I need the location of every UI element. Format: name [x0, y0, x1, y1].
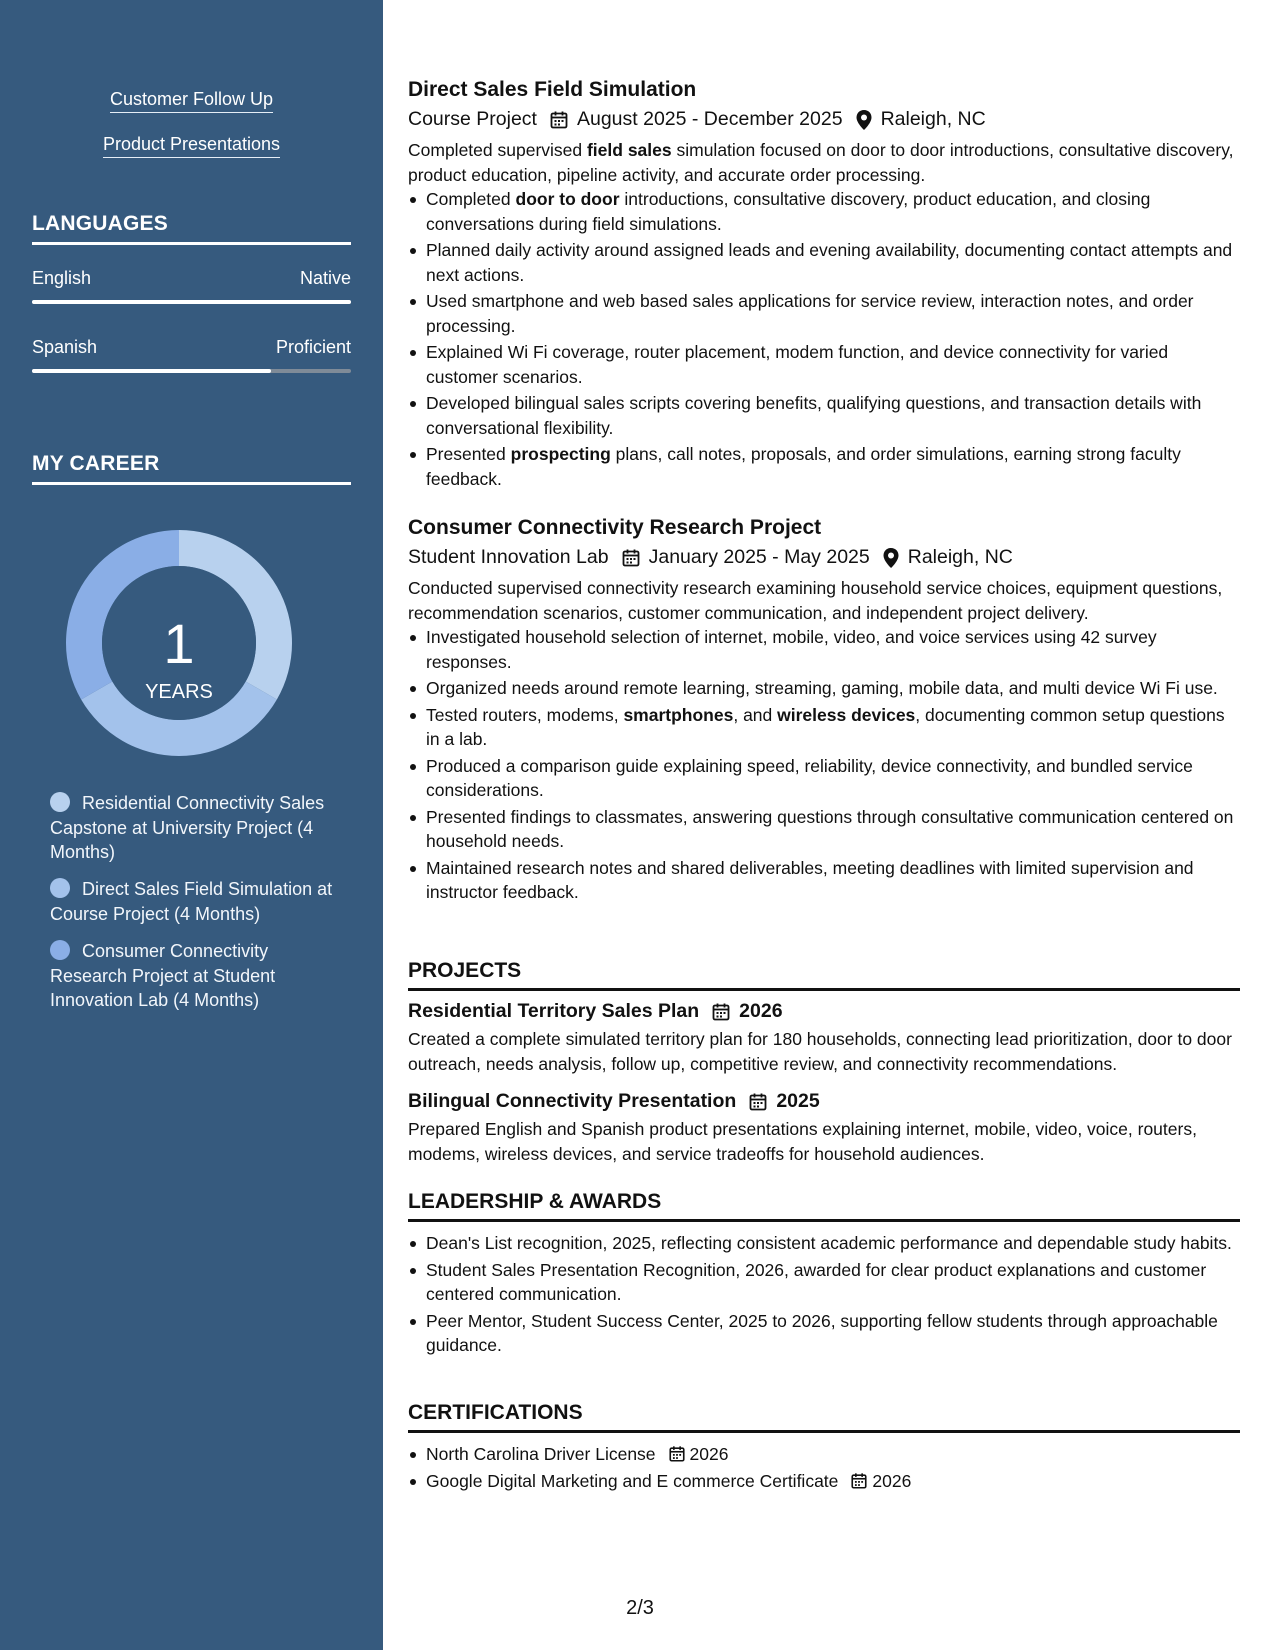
- language-proficiency-bar: [32, 300, 351, 304]
- entry-dates: August 2025 - December 2025: [576, 108, 843, 130]
- certifications-list: [408, 1442, 1240, 1493]
- calendar-icon: [668, 1445, 686, 1463]
- entry-location: Raleigh, NC: [907, 546, 1013, 568]
- entry-summary: Completed supervised field sales simulation focused on door to door introductions, consultative discovery, product education, pipeline activity, and accurate order processing.: [408, 140, 1234, 185]
- career-heading: MY CAREER: [32, 452, 351, 485]
- bullet-item: Developed bilingual sales scripts covering benefits, qualifying questions, and transaction details with conversational flexibility.: [408, 391, 1240, 440]
- bullet-item: Completed door to door introductions, consultative discovery, product education, and closing conversations during field simulations.: [408, 187, 1240, 236]
- bullet-item: Investigated household selection of internet, mobile, video, and voice services using 42 survey responses.: [408, 625, 1240, 674]
- career-dot-icon: [50, 792, 70, 812]
- project-title: Residential Territory Sales Plan 2026: [408, 1000, 783, 1022]
- bullet-item: Student Sales Presentation Recognition, 2026, awarded for clear product explanations and customer centered communication.: [408, 1258, 1240, 1307]
- project-year: 2025: [776, 1090, 820, 1112]
- career-dot-icon: [50, 878, 70, 898]
- entry-location: Raleigh, NC: [880, 108, 986, 130]
- language-level: Native: [299, 268, 351, 288]
- awards-list: [408, 1231, 1240, 1358]
- career-item: Direct Sales Field Simulation at Course Project (4 Months): [50, 879, 333, 924]
- bullet-item: Peer Mentor, Student Success Center, 2025 to 2026, supporting fellow students through approachable guidance.: [408, 1309, 1240, 1358]
- experience-entry: [408, 516, 1240, 907]
- map-pin-icon: [882, 547, 900, 569]
- bullet-item: Presented findings to classmates, answering questions through consultative communication centered on household needs.: [408, 805, 1240, 854]
- entry-bullets: [408, 187, 1240, 491]
- bullet-item: Organized needs around remote learning, streaming, gaming, mobile data, and multi device Wi Fi use.: [408, 676, 1240, 701]
- section-heading: PROJECTS: [408, 959, 1240, 991]
- bullet-item: Planned daily activity around assigned leads and evening availability, documenting contact attempts and next actions.: [408, 238, 1240, 287]
- entry-org: Student Innovation Lab: [408, 546, 609, 568]
- cert-name: Google Digital Marketing and E commerce Certificate: [426, 1470, 839, 1491]
- career-item: Consumer Connectivity Research Project at Student Innovation Lab (4 Months): [50, 941, 276, 1010]
- project-year: 2026: [739, 1000, 783, 1022]
- language-proficiency-fill: [32, 369, 271, 373]
- language-name: Spanish: [32, 337, 98, 357]
- sidebar: [0, 0, 383, 1650]
- bullet-item: Maintained research notes and shared deliverables, meeting deadlines with limited supervision and instructor feedback.: [408, 856, 1240, 905]
- calendar-icon: [711, 1002, 731, 1022]
- bullet-item: Explained Wi Fi coverage, router placement, modem function, and device connectivity for varied customer scenarios.: [408, 340, 1240, 389]
- certifications-section: [408, 1401, 1240, 1495]
- bullet-item: Dean's List recognition, 2025, reflecting consistent academic performance and dependable study habits.: [408, 1231, 1240, 1256]
- cert-year: 2026: [872, 1470, 912, 1491]
- entry-org: Course Project: [408, 108, 537, 130]
- entry-title: Direct Sales Field Simulation: [408, 78, 697, 101]
- languages-heading: LANGUAGES: [32, 212, 351, 245]
- calendar-icon: [748, 1092, 768, 1112]
- calendar-icon: [621, 548, 641, 568]
- language-level: Proficient: [275, 337, 351, 357]
- language-proficiency-bar: [32, 369, 351, 373]
- cert-name: North Carolina Driver License: [426, 1444, 656, 1464]
- section-heading: LEADERSHIP & AWARDS: [408, 1190, 1240, 1222]
- experience-entry: [408, 78, 1240, 493]
- language-row: [32, 268, 351, 289]
- entry-title: Consumer Connectivity Research Project: [408, 516, 822, 539]
- language-row: [32, 337, 351, 358]
- bullet-item: [408, 1442, 1240, 1467]
- calendar-icon: [850, 1472, 868, 1490]
- project-desc: Prepared English and Spanish product presentations explaining internet, mobile, video, voice, routers, modems, wireless devices, and service tradeoffs for household audiences.: [408, 1119, 1197, 1164]
- entry-bullets: [408, 625, 1240, 905]
- skill-item: Customer Follow Up: [0, 89, 383, 113]
- entry-dates: January 2025 - May 2025: [648, 546, 870, 568]
- career-dot-icon: [50, 940, 70, 960]
- entry-summary: Conducted supervised connectivity research examining household service choices, equipment questions, recommendation scenarios, customer communication, and independent project delivery.: [408, 578, 1223, 623]
- bullet-item: Used smartphone and web based sales applications for service review, interaction notes, and order processing.: [408, 289, 1240, 338]
- cert-year: 2026: [689, 1444, 729, 1464]
- language-name: English: [32, 268, 92, 288]
- bullet-item: Presented prospecting plans, call notes, proposals, and order simulations, earning strong faculty feedback.: [408, 442, 1240, 491]
- career-total-value: 1: [163, 612, 195, 675]
- awards-section: [408, 1190, 1240, 1360]
- bullet-item: [408, 1469, 1240, 1494]
- career-donut-chart: [66, 530, 292, 756]
- entry-meta: [408, 108, 1240, 131]
- map-pin-icon: [855, 109, 873, 131]
- career-item: Residential Connectivity Sales Capstone at University Project (4 Months): [50, 793, 325, 862]
- project-desc: Created a complete simulated territory plan for 180 households, connecting lead prioritization, door to door outreach, needs analysis, follow up, competitive review, and connectivity recommendations.: [408, 1029, 1232, 1074]
- language-proficiency-fill: [32, 300, 351, 304]
- projects-section: [408, 959, 1240, 1166]
- entry-meta: [408, 546, 1240, 569]
- bullet-item: Produced a comparison guide explaining speed, reliability, device connectivity, and bundled service considerations.: [408, 754, 1240, 803]
- skill-item: Product Presentations: [0, 134, 383, 158]
- calendar-icon: [549, 110, 569, 130]
- section-heading: CERTIFICATIONS: [408, 1401, 1240, 1433]
- page-number: 2/3: [626, 1597, 654, 1619]
- career-total-unit: YEARS: [145, 681, 213, 703]
- project-title: Bilingual Connectivity Presentation 2025: [408, 1090, 820, 1112]
- bullet-item: Tested routers, modems, smartphones, and wireless devices, documenting common setup questions in a lab.: [408, 703, 1240, 752]
